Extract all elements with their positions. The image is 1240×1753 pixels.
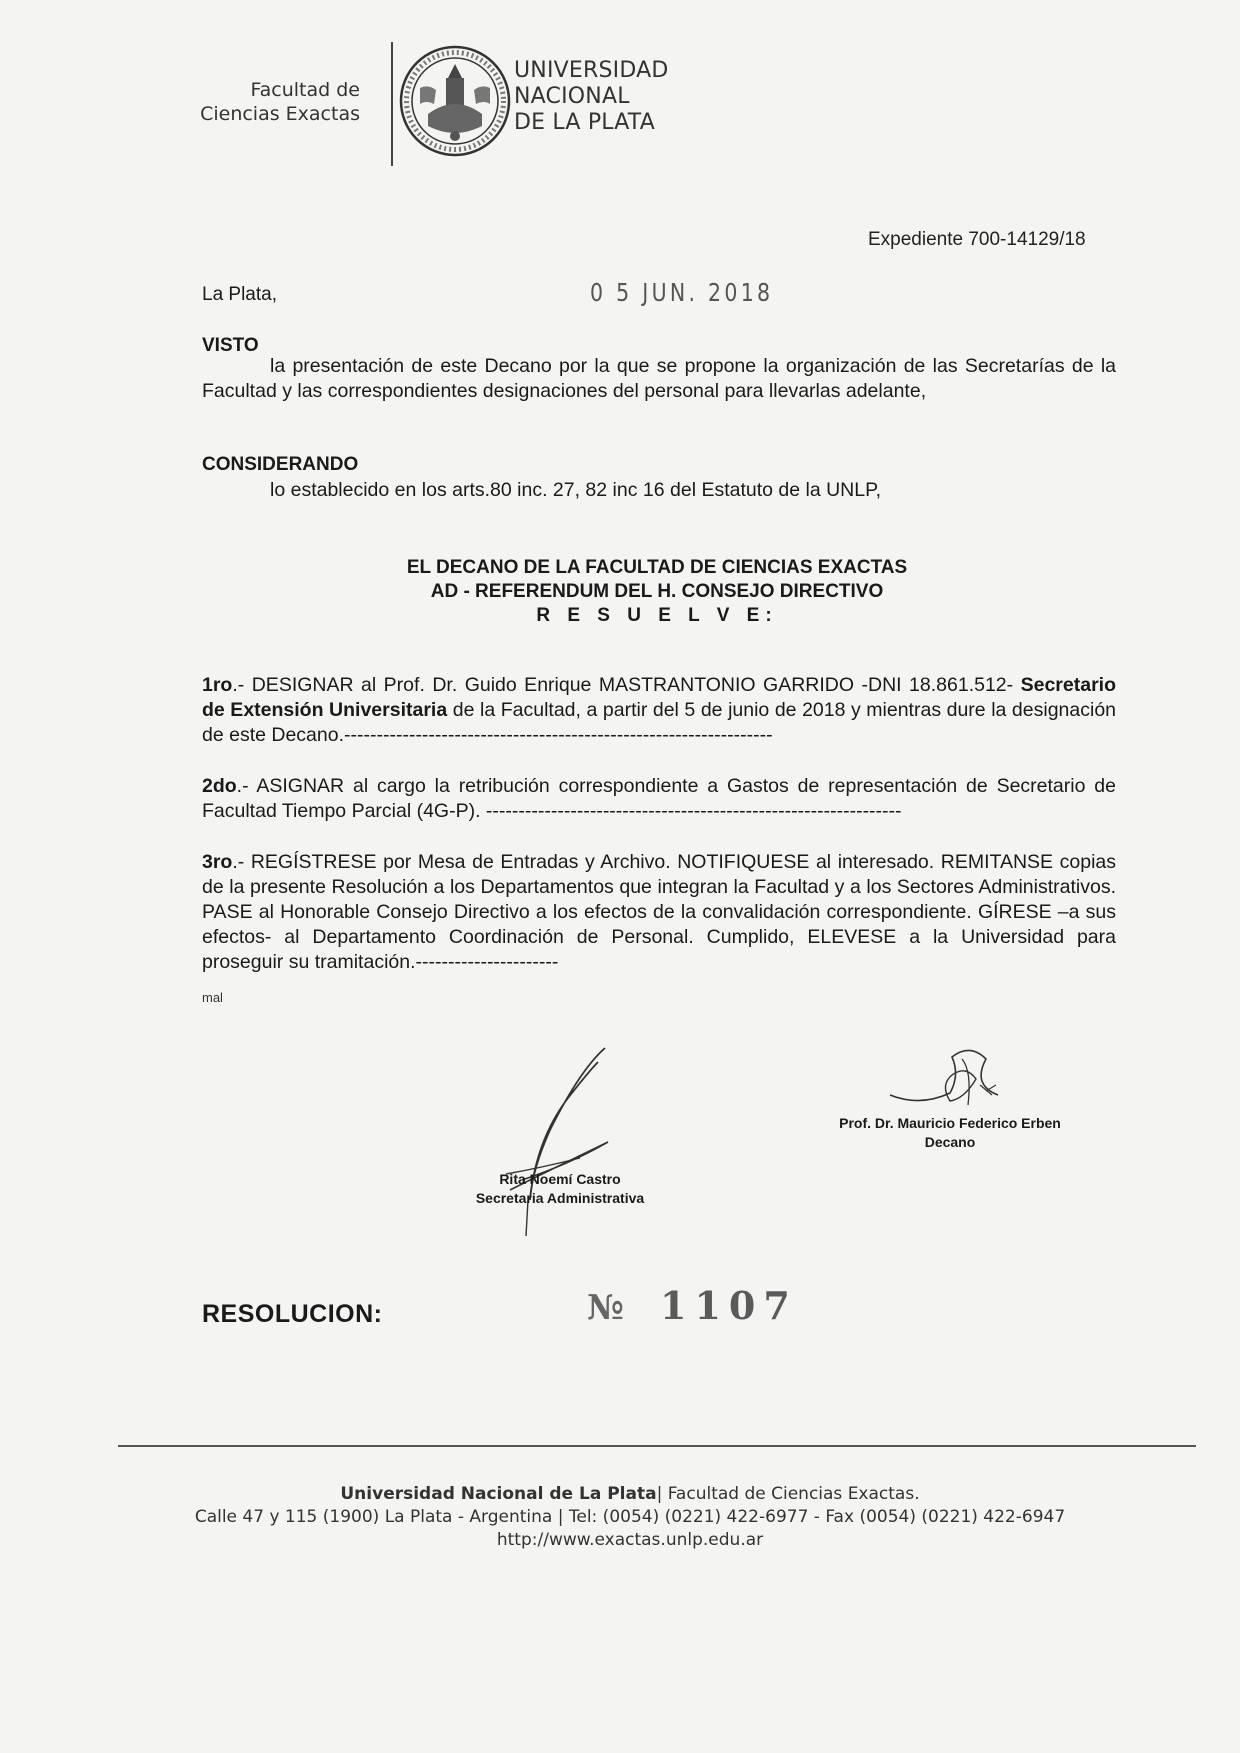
article-2-label: 2do xyxy=(202,775,237,797)
resolves-line-1: EL DECANO DE LA FACULTAD DE CIENCIAS EXACTAS xyxy=(406,557,908,578)
footer-university: Universidad Nacional de La Plata xyxy=(340,1484,657,1504)
footer-divider xyxy=(118,1445,1196,1447)
visto-text: la presentación de este Decano por la que se propone la organización de las Secretarías de la Facultad y las correspondientes designaciones del personal para llevarlas adelante, xyxy=(202,355,1116,402)
secretary-title: Secretaria Administrativa xyxy=(475,1190,645,1206)
signature-left-scribble xyxy=(470,1040,630,1240)
faculty-line-1: Facultad de xyxy=(250,79,360,101)
resolves-line-2: AD - REFERENDUM DEL H. CONSEJO DIRECTIVO xyxy=(430,581,884,602)
footer xyxy=(150,1483,1110,1552)
place-label: La Plata, xyxy=(202,284,277,305)
resolves-line-3: R E S U E L V E: xyxy=(536,605,778,626)
secretary-signature-block xyxy=(440,1170,680,1208)
dean-signature-block xyxy=(780,1114,1120,1152)
article-2 xyxy=(202,774,1116,824)
secretary-name: Rita Noemí Castro xyxy=(499,1171,621,1187)
article-3-label: 3ro xyxy=(202,851,233,873)
article-3 xyxy=(202,850,1116,975)
file-number: Expediente 700-14129/18 xyxy=(868,229,1086,250)
university-name xyxy=(514,58,668,136)
footer-line-1 xyxy=(150,1483,1110,1506)
resolves-block xyxy=(200,556,1114,628)
resolution-label: RESOLUCION: xyxy=(202,1300,383,1328)
footer-faculty: | Facultad de Ciencias Exactas. xyxy=(656,1484,920,1504)
number-symbol: № xyxy=(587,1288,624,1328)
considerando-heading: CONSIDERANDO xyxy=(202,454,359,475)
considerando-text: lo establecido en los arts.80 inc. 27, 82 inc 16 del Estatuto de la UNLP, xyxy=(270,479,882,501)
university-line-1: UNIVERSIDAD xyxy=(514,58,669,83)
article-2-text: .- ASIGNAR al cargo la retribución correspondiente a Gastos de representación de Secretario de Facultad Tiempo Parcial (4G-P). ---------------------------------------------------------------- xyxy=(202,775,1116,822)
footer-address: Calle 47 y 115 (1900) La Plata - Argentina | Tel: (0054) (0221) 422-6977 - Fax (0054) (0221) 422-6947 xyxy=(194,1507,1066,1527)
university-line-2: NACIONAL xyxy=(514,84,630,109)
header-divider xyxy=(391,42,393,166)
article-1-post: de la Facultad, a partir del 5 de junio de 2018 y mientras dure la designación de este Decano.------------------------------------------------------------------ xyxy=(202,699,1117,746)
resolution-number: 1107 xyxy=(660,1283,798,1328)
typist-initials: mal xyxy=(202,990,223,1005)
article-1-bold: Secretario de Extensión Universitaria xyxy=(202,674,1116,721)
visto-heading: VISTO xyxy=(202,335,259,356)
date-stamp: 0 5 JUN. 2018 xyxy=(590,278,774,307)
university-line-3: DE LA PLATA xyxy=(514,110,655,135)
article-1-pre: .- DESIGNAR al Prof. Dr. Guido Enrique MASTRANTONIO GARRIDO -DNI 18.861.512- xyxy=(232,674,1021,696)
university-seal-icon xyxy=(398,44,512,158)
article-1-label: 1ro xyxy=(202,674,233,696)
faculty-name xyxy=(150,78,360,126)
faculty-line-2: Ciencias Exactas xyxy=(200,103,360,125)
dean-name: Prof. Dr. Mauricio Federico Erben xyxy=(839,1115,1061,1131)
dean-title: Decano xyxy=(924,1134,976,1150)
footer-website: http://www.exactas.unlp.edu.ar xyxy=(496,1530,764,1550)
article-1 xyxy=(202,673,1116,748)
article-3-text: .- REGÍSTRESE por Mesa de Entradas y Archivo. NOTIFIQUESE al interesado. REMITANSE copias de la presente Resolución a los Departamentos que integran la Facultad y a los Sectores Administrativos. PASE al Honorable Consejo Directivo a los efectos de la convalidación correspondiente. GÍRESE –a sus efectos- al Departamento Coordinación de Personal. Cumplido, ELEVESE a la Universidad para proseguir su tramitación.---------------------- xyxy=(202,851,1116,973)
